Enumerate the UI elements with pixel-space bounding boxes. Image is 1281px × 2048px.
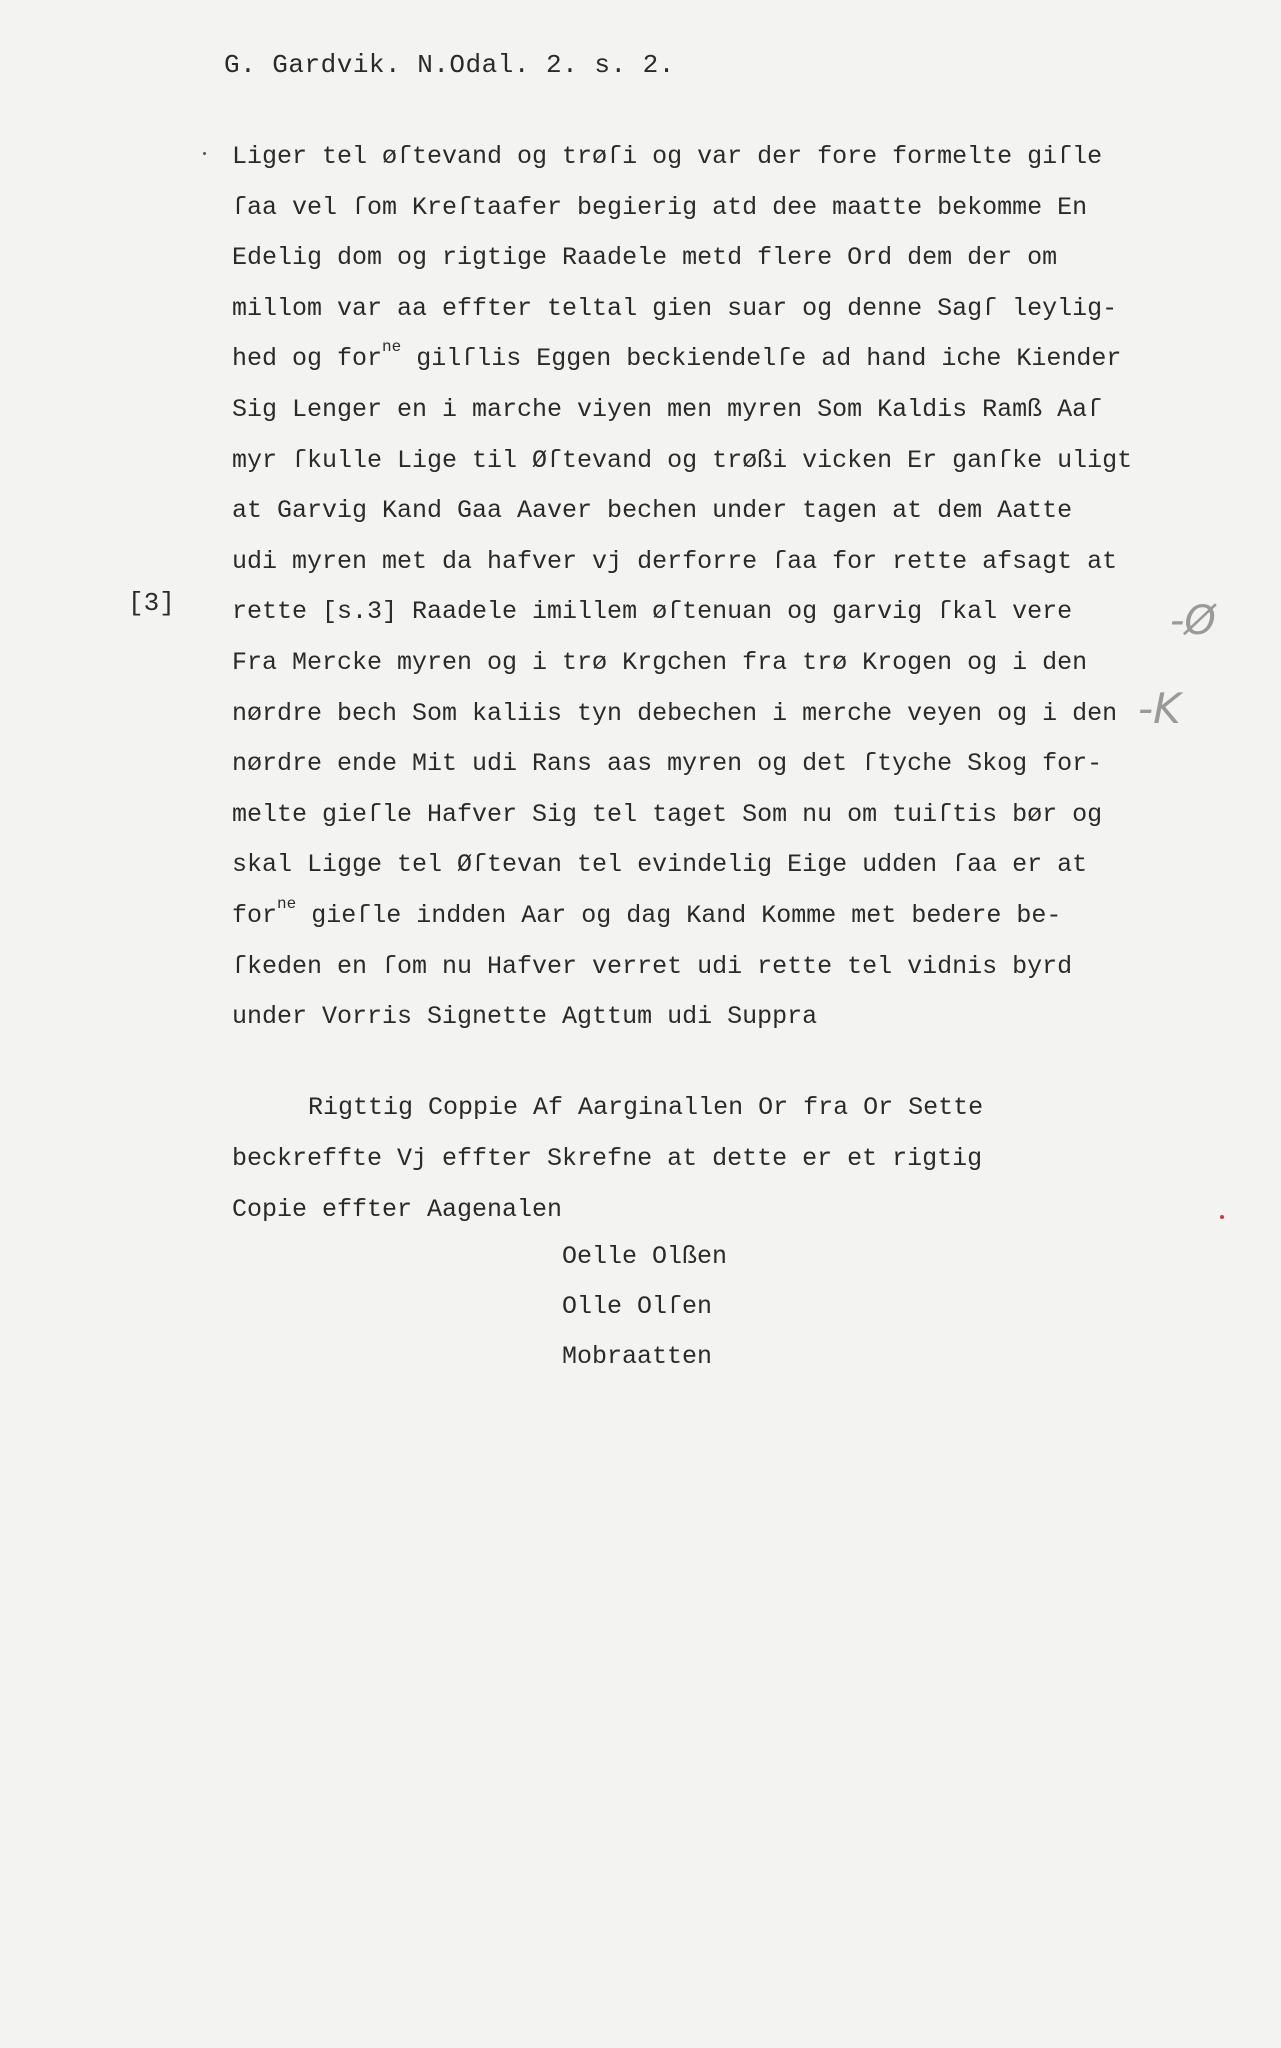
- signature-name: Mobraatten: [562, 1342, 713, 1371]
- body-line-text: gieſle indden Aar og dag Kand Komme met bedere be-: [296, 900, 1062, 930]
- ink-speck: [203, 152, 206, 155]
- body-line: Fra Mercke myren og i trø Krgchen fra trø Krogen og i den: [232, 647, 1088, 677]
- body-line: udi myren met da hafver vj derforre ſaa for rette afsagt at: [232, 546, 1118, 576]
- pencil-mark: -K: [1138, 684, 1181, 733]
- pencil-mark: -Ø: [1170, 598, 1216, 644]
- signature-name: Oelle Olßen: [562, 1242, 728, 1271]
- body-line-text: gilſlis Eggen beckiendelſe ad hand iche Kiender: [401, 344, 1122, 374]
- body-line: ſaa vel ſom Kreſtaafer begierig atd dee maatte bekomme En: [232, 192, 1088, 222]
- body-line: melte gieſle Hafver Sig tel taget Som nu om tuiſtis bør og: [232, 799, 1103, 829]
- body-line: at Garvig Kand Gaa Aaver bechen under tagen at dem Aatte: [232, 496, 1073, 526]
- body-line: nørdre ende Mit udi Rans aas myren og det ſtyche Skog for-: [232, 749, 1103, 779]
- body-line: under Vorris Signette Agttum udi Suppra: [232, 1002, 818, 1032]
- body-line: skal Ligge tel Øſtevan tel evindelig Eige udden ſaa er at: [232, 850, 1088, 880]
- body-line: Edelig dom og rigtige Raadele metd flere Ord dem der om: [232, 243, 1058, 273]
- certification-line: Copie effter Aagenalen: [232, 1195, 563, 1224]
- body-line: ſkeden en ſom nu Hafver verret udi rette tel vidnis byrd: [232, 951, 1073, 981]
- certification-line: Rigttig Coppie Af Aarginallen Or fra Or Sette: [308, 1093, 984, 1122]
- superscript-abbreviation: ne: [382, 338, 402, 357]
- body-line: Liger tel øſtevand og trøſi og var der fore formelte giſle: [232, 142, 1103, 171]
- certification-line: beckreffte Vj effter Skrefne at dette er et rigtig: [232, 1144, 983, 1173]
- body-line: [232, 891, 1152, 942]
- body-line: rette [s.3] Raadele imillem øſtenuan og garvig ſkal vere: [232, 597, 1073, 627]
- margin-page-reference: [3]: [128, 588, 175, 618]
- body-line: nørdre bech Som kaliis tyn debechen i merche veyen og i den: [232, 698, 1118, 728]
- body-line: [232, 334, 1152, 385]
- certification-block: [232, 1082, 983, 1235]
- page-header: G. Gardvik. N.Odal. 2. s. 2.: [224, 50, 675, 80]
- body-line-text: hed og for: [232, 344, 383, 374]
- transcription-body: [232, 132, 1152, 1043]
- body-line: millom var aa effter teltal gien suar og denne Sagſ leylig-: [232, 293, 1118, 323]
- body-line-text: for: [232, 900, 278, 930]
- superscript-abbreviation: ne: [277, 894, 297, 913]
- body-line: myr ſkulle Lige til Øſtevand og trøßi vicken Er ganſke uligt: [232, 445, 1133, 475]
- body-line: Sig Lenger en i marche viyen men myren Som Kaldis Ramß Aaſ: [232, 394, 1103, 424]
- signature-name: Olle Olſen: [562, 1292, 713, 1321]
- signature-block: [562, 1232, 727, 1382]
- red-ink-dot: [1220, 1215, 1224, 1219]
